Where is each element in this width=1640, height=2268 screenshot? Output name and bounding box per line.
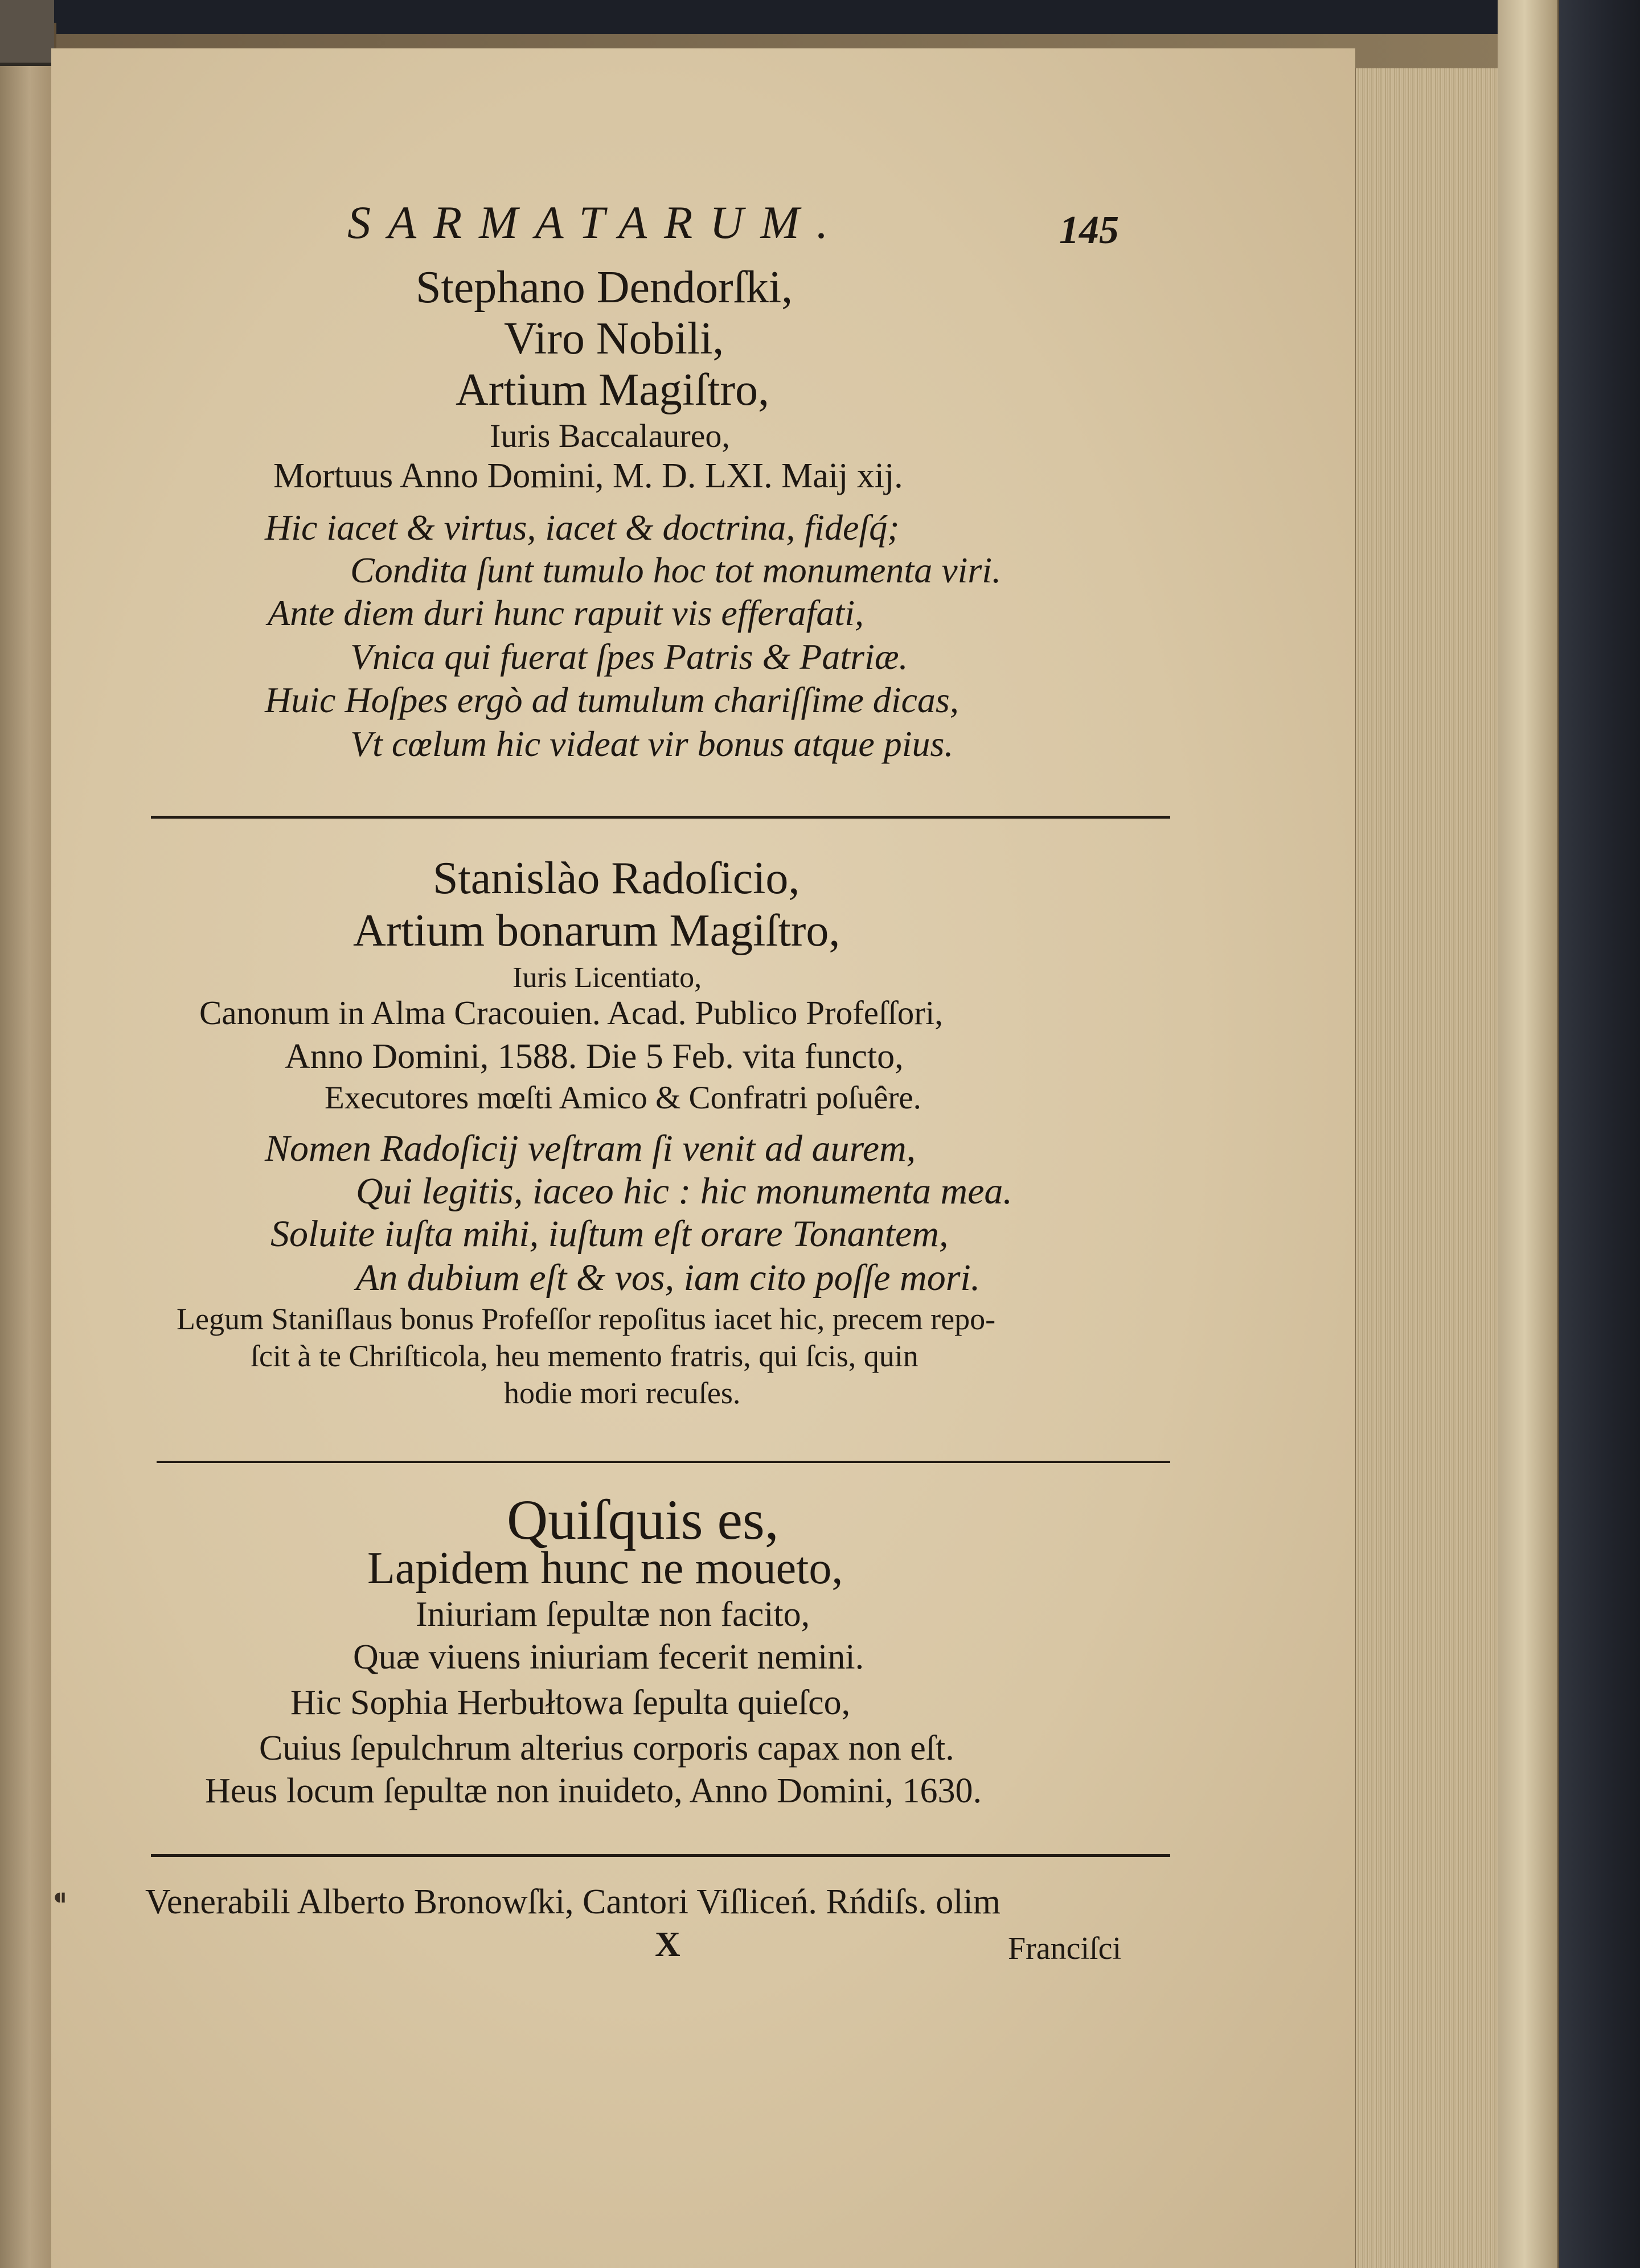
page-edges — [1352, 68, 1501, 2268]
epitaph1-verse-3: Ante diem duri hunc rapuit vis efferafati, — [268, 593, 864, 633]
epitaph3-line-3: Iniuriam ſepultæ non facito, — [416, 1595, 810, 1634]
section-rule — [151, 816, 1170, 819]
spine-fold — [0, 0, 54, 66]
section-rule — [151, 1854, 1170, 1857]
epitaph3-line-5: Hic Sophia Herbułtowa ſepulta quieſco, — [290, 1683, 851, 1722]
epitaph1-verse-4: Vnica qui fuerat ſpes Patris & Patriæ. — [350, 636, 908, 677]
signature-mark: X — [655, 1925, 680, 1964]
book-cover-edge — [1498, 0, 1559, 2268]
epitaph1-verse-6: Vt cœlum hic videat vir bonus atque pius. — [350, 724, 954, 764]
epitaph1-line-2: Viro Nobili, — [504, 314, 724, 364]
epitaph1-line-5: Mortuus Anno Domini, M. D. LXI. Maij xij. — [273, 457, 903, 495]
epitaph2-line-2: Artium bonarum Magiſtro, — [353, 906, 840, 956]
epitaph2-line-3: Iuris Licentiato, — [512, 962, 702, 994]
left-page-edge — [0, 23, 56, 2268]
epitaph2-line-4: Canonum in Alma Cracouien. Acad. Publico Profeſſori, — [199, 994, 943, 1032]
epitaph1-verse-1: Hic iacet & virtus, iacet & doctrina, fideſq́; — [265, 507, 900, 548]
running-title: SARMATARUM. — [347, 196, 846, 248]
epitaph1-line-3: Artium Magiſtro, — [456, 365, 770, 415]
book-page — [51, 48, 1355, 2268]
epitaph3-line-1: Quiſquis es, — [507, 1488, 779, 1551]
epitaph1-verse-5: Huic Hoſpes ergò ad tumulum chariſſime dicas, — [265, 680, 959, 720]
epitaph1-line-1: Stephano Dendorſki, — [416, 262, 793, 313]
epitaph2-verse-4: An dubium eſt & vos, iam cito poſſe mori. — [356, 1257, 981, 1299]
catchword: Franciſci — [1008, 1931, 1122, 1966]
epitaph3-line-2: Lapidem hunc ne moueto, — [367, 1543, 843, 1593]
epitaph1-line-4: Iuris Baccalaureo, — [490, 417, 730, 454]
section-rule — [157, 1461, 1170, 1463]
epitaph2-verse-3: Soluite iuſta mihi, iuſtum eſt orare Tonantem, — [270, 1213, 949, 1255]
epitaph2-prose-1: Legum Staniſlaus bonus Profeſſor repoſitus iacet hic, precem repo- — [177, 1302, 996, 1336]
epitaph3-line-4: Quæ viuens iniuriam fecerit nemini. — [353, 1638, 864, 1677]
epitaph2-verse-2: Qui legitis, iaceo hic : hic monumenta mea. — [356, 1170, 1012, 1212]
epitaph2-line-6: Executores mœſti Amico & Confratri poſuêre. — [325, 1080, 921, 1116]
epitaph2-line-1: Stanislào Radoſicio, — [433, 853, 800, 903]
epitaph2-prose-2: ſcit à te Chriſticola, heu memento fratris, qui ſcis, quin — [251, 1339, 919, 1373]
epitaph2-verse-1: Nomen Radoſicij veſtram ſi venit ad aurem, — [265, 1128, 916, 1169]
epitaph3-line-7: Heus locum ſepultæ non inuideto, Anno Domini, 1630. — [205, 1772, 982, 1810]
epitaph2-line-5: Anno Domini, 1588. Die 5 Feb. vita functo, — [285, 1037, 904, 1076]
epitaph3-line-6: Cuius ſepulchrum alterius corporis capax non eſt. — [259, 1729, 954, 1768]
dedication-line: Venerabili Alberto Bronowſki, Cantori Viſliceń. Rńdiſs. olim — [145, 1883, 1001, 1921]
background — [1555, 0, 1640, 2268]
ink-mark: ⁌ — [51, 1880, 68, 1917]
page-number: 145 — [1059, 208, 1119, 252]
epitaph2-prose-3: hodie mori recuſes. — [504, 1376, 741, 1410]
epitaph1-verse-2: Condita ſunt tumulo hoc tot monumenta viri. — [350, 550, 1002, 590]
